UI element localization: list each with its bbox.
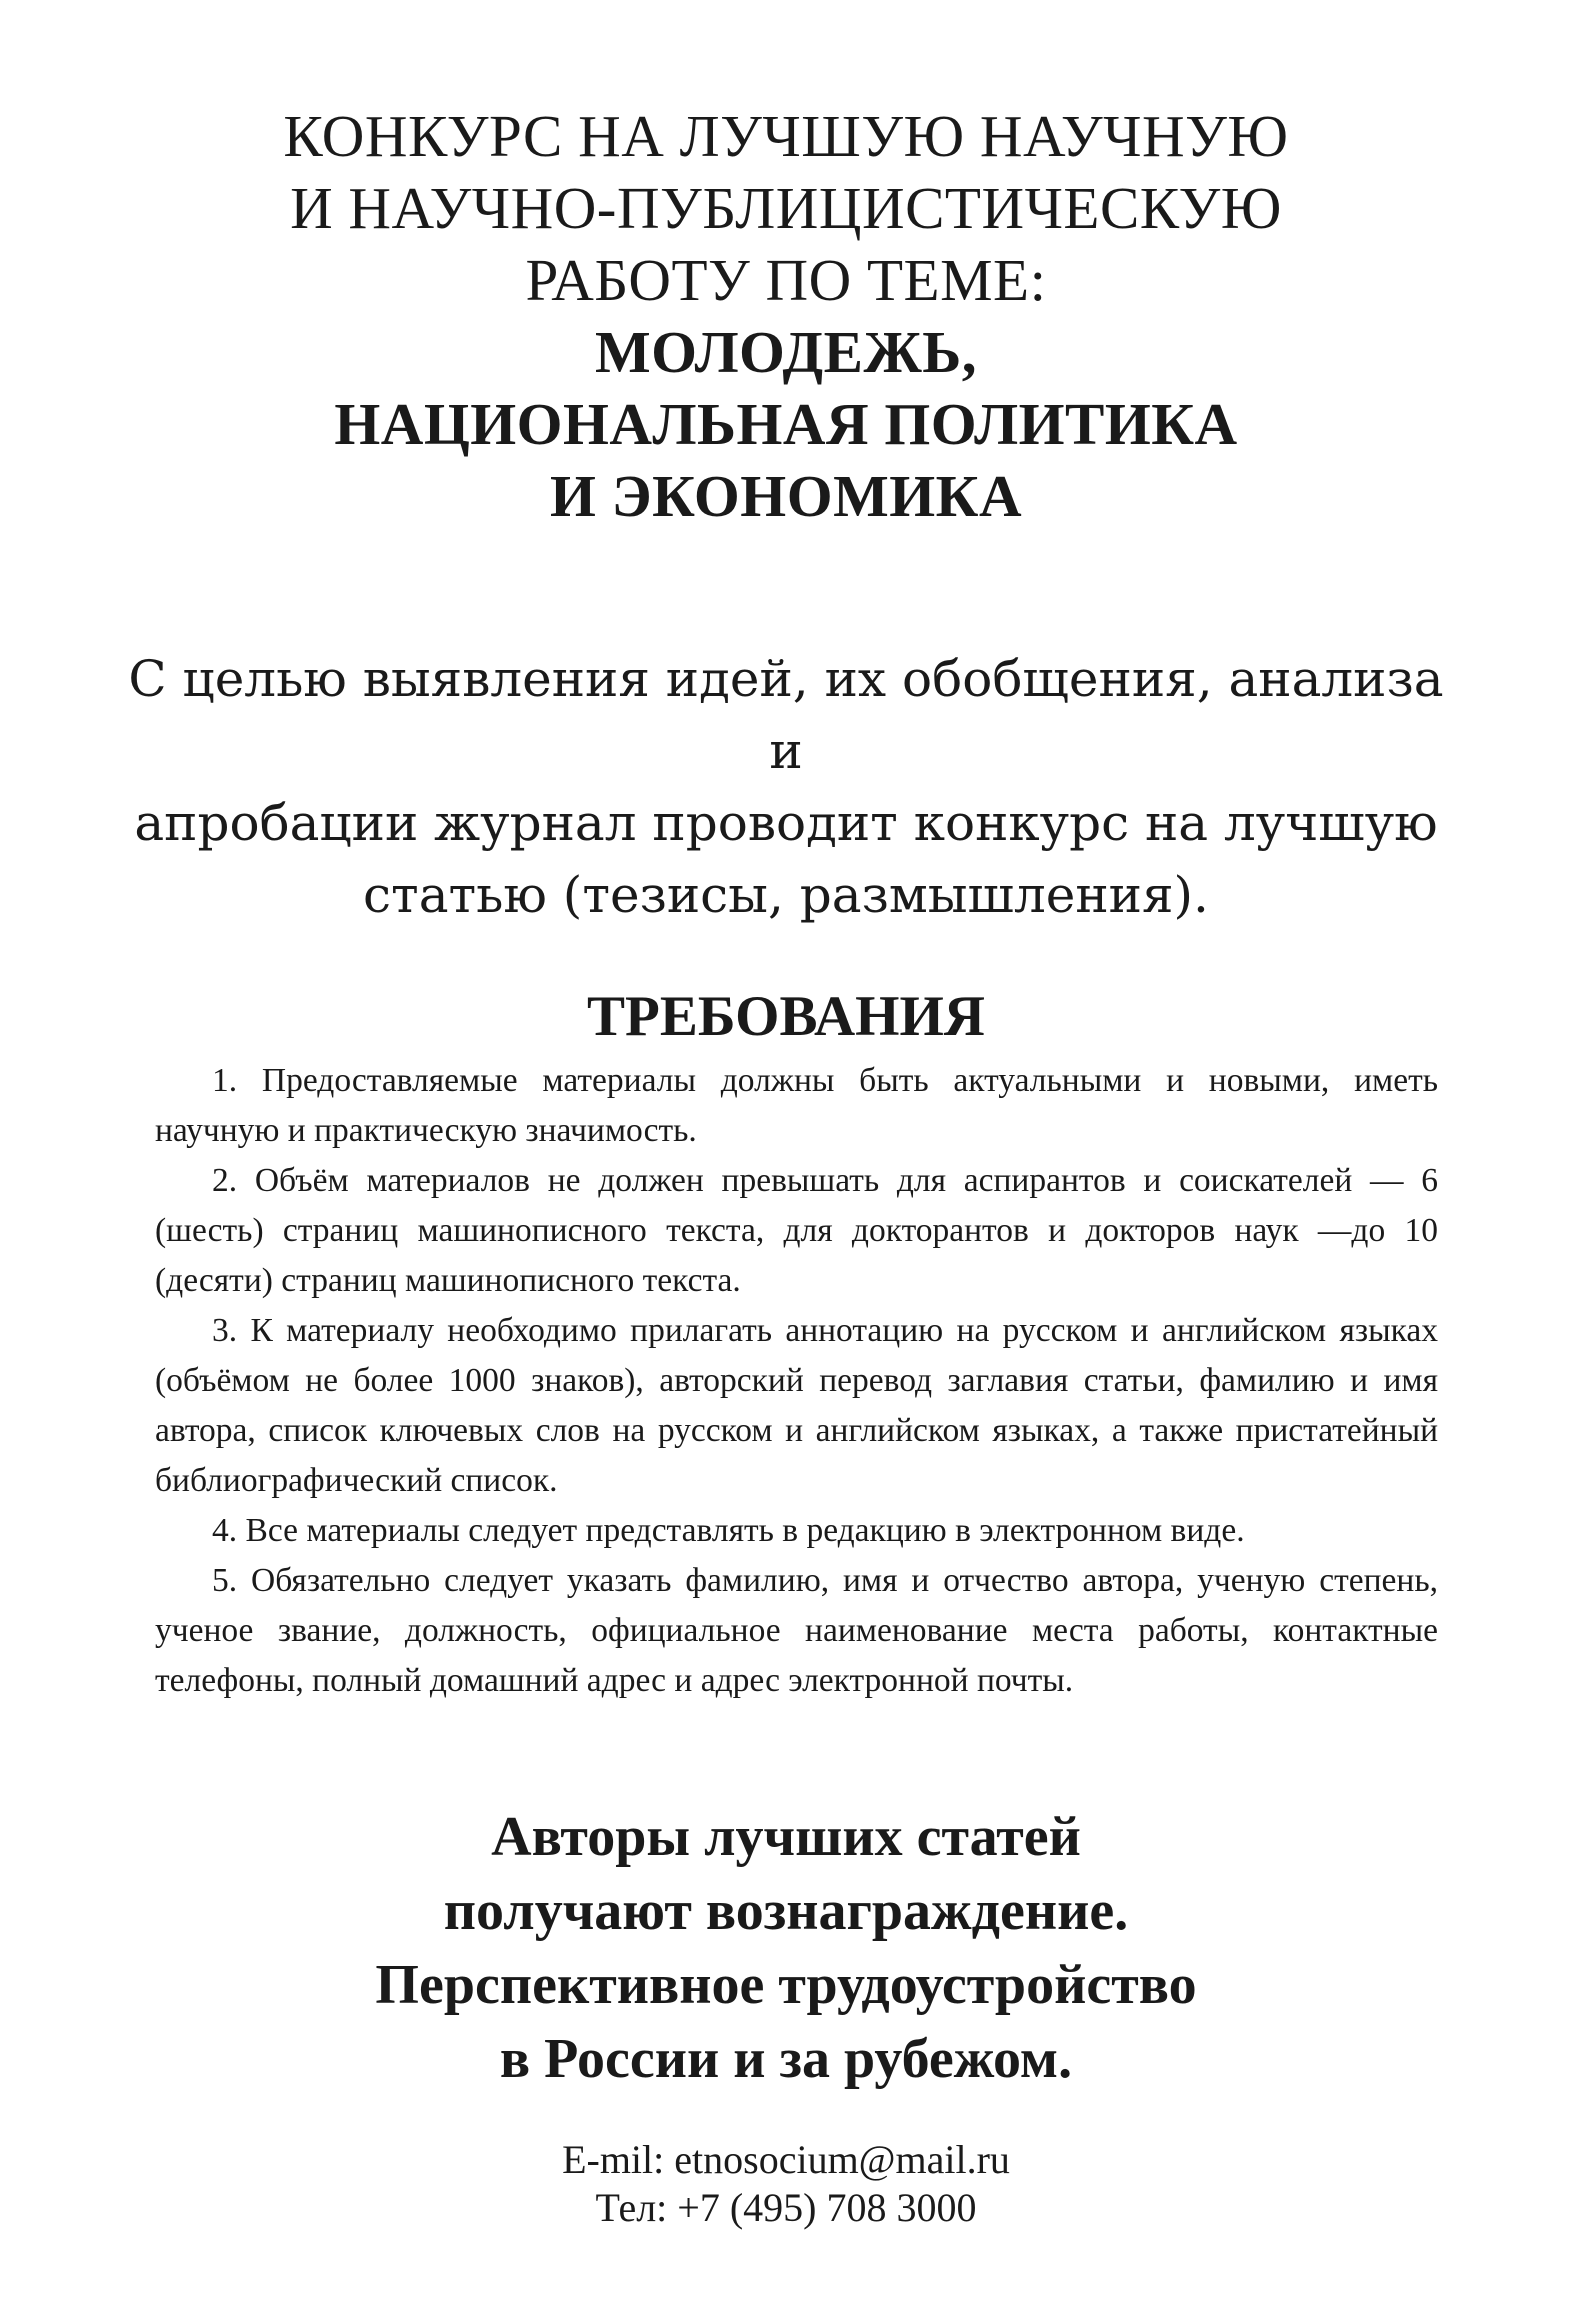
requirement-item: 4. Все материалы следует представлять в редакцию в электронном виде. xyxy=(212,1512,1245,1549)
closing-line: в России и за рубежом. xyxy=(499,2028,1073,2090)
theme-line: МОЛОДЕЖЬ, xyxy=(594,319,978,385)
theme-line: НАЦИОНАЛЬНАЯ ПОЛИТИКА xyxy=(334,391,1238,457)
requirement-item: 3. К материалу необходимо прилагать аннотацию на русском и английском языках (объёмом не более 1000 знаков), авторский перевод заглавия статьи, фамилию и имя автора, список ключевых слов на русском и английском языках, а также пристатейный библиографический список. xyxy=(155,1312,1438,1499)
requirements-heading: ТРЕБОВАНИЯ xyxy=(587,985,985,1048)
title-line: РАБОТУ ПО ТЕМЕ: xyxy=(525,247,1047,313)
closing-line: Авторы лучших статей xyxy=(491,1806,1081,1868)
intro-paragraph xyxy=(120,643,1452,931)
contact-email: E-mil: etnosocium@mail.ru xyxy=(562,2137,1010,2182)
closing-line: Перспективное трудоустройство xyxy=(375,1954,1197,2016)
contest-title xyxy=(0,100,1572,532)
closing-statement xyxy=(0,1800,1572,2096)
intro-line: С целью выявления идей, их обобщения, анализа и xyxy=(128,650,1444,780)
intro-line: статью (тезисы, размышления). xyxy=(363,866,1209,924)
theme-line: И ЭКОНОМИКА xyxy=(549,463,1023,529)
intro-line: апробации журнал проводит конкурс на лучшую xyxy=(134,794,1438,852)
requirements-list xyxy=(155,1056,1438,1706)
contact-info xyxy=(0,2136,1572,2232)
contact-phone: Тел: +7 (495) 708 3000 xyxy=(595,2185,977,2230)
title-line: И НАУЧНО-ПУБЛИЦИСТИЧЕСКУЮ xyxy=(290,175,1282,241)
title-line: КОНКУРС НА ЛУЧШУЮ НАУЧНУЮ xyxy=(283,103,1289,169)
requirement-item: 2. Объём материалов не должен превышать для аспирантов и соискателей — 6 (шесть) страниц машинописного текста, для докторантов и докторов наук —до 10 (десяти) страниц машинописного текста. xyxy=(155,1162,1438,1299)
closing-line: получают вознаграждение. xyxy=(443,1880,1129,1942)
requirement-item: 1. Предоставляемые материалы должны быть актуальными и новыми, иметь научную и практическую значимость. xyxy=(155,1062,1438,1149)
requirement-item: 5. Обязательно следует указать фамилию, имя и отчество автора, ученую степень, ученое звание, должность, официальное наименование места работы, контактные телефоны, полный домашний адрес и адрес электронной почты. xyxy=(155,1562,1438,1699)
